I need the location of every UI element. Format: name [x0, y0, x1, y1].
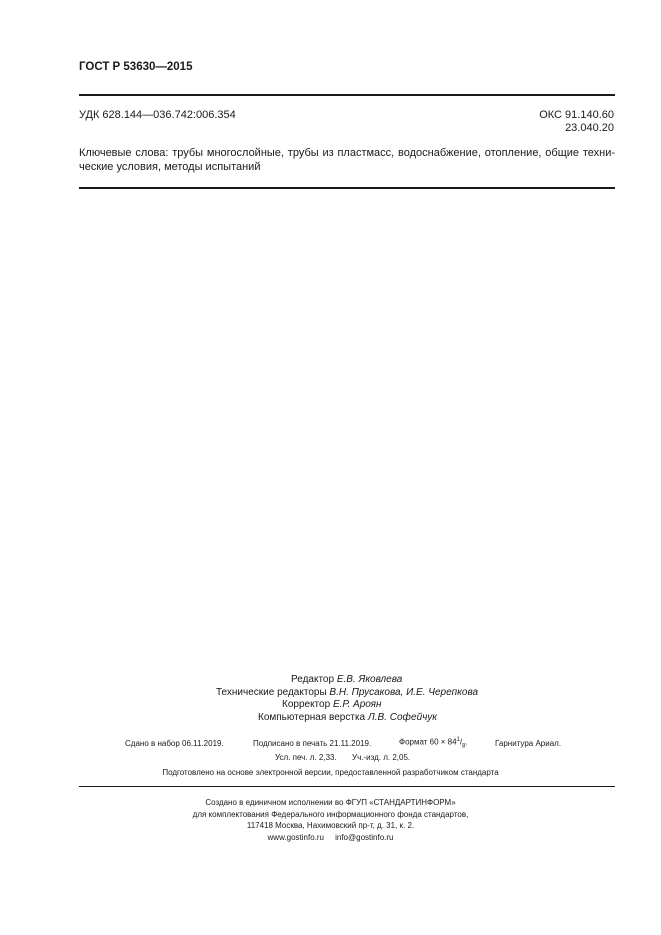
corrector-label: Корректор — [282, 699, 331, 710]
oks-line-2: 23.040.20 — [565, 122, 614, 134]
tech-editors-row — [216, 687, 478, 700]
email-link[interactable]: info@gostinfo.ru — [335, 832, 394, 842]
website-link[interactable]: www.gostinfo.ru — [267, 832, 324, 842]
prepared-note: Подготовлено на основе электронной версии, предоставленной разработчиком стандарта — [162, 768, 499, 777]
oks-code — [539, 109, 614, 135]
format-sup: 1 — [456, 737, 460, 743]
layout-label: Компьютерная верстка — [258, 711, 366, 723]
footer-line-1: Создано в единичном исполнении во ФГУП «СТАНДАРТИНФОРМ» — [205, 798, 456, 807]
standard-number: ГОСТ Р 53630—2015 — [79, 61, 193, 73]
oks-line-1: ОКС 91.140.60 — [539, 109, 614, 121]
editor-name: Е.В. Яковлева — [336, 674, 403, 685]
keywords-text — [79, 146, 615, 174]
footer-line-2: для комплектования Федерального информационного фонда стандартов, — [192, 809, 469, 819]
footer-divider — [79, 786, 615, 787]
corrector-row — [282, 699, 381, 712]
printed-sheets: Усл. печ. л. 2,33. — [275, 753, 337, 762]
editor-label: Редактор — [291, 674, 335, 685]
publisher-footer — [0, 797, 661, 843]
signed-date: Подписано в печать 21.11.2019. — [253, 739, 372, 748]
tech-editors-names: В.Н. Прусакова, И.Е. Черепкова — [329, 686, 479, 698]
format: Формат $60 \times 84^1/_8$. — [399, 737, 468, 750]
top-divider — [79, 94, 615, 96]
editor-row — [291, 674, 402, 687]
udk-code: УДК 628.144—036.742:006.354 — [79, 109, 236, 121]
layout-name: Л.В. Софейчук — [367, 711, 438, 723]
footer-line-3: 117418 Москва, Нахимовский пр-т, д. 31, к. 2. — [246, 821, 415, 830]
format-sub: 8 — [462, 743, 466, 750]
tech-editors-label: Технические редакторы — [216, 686, 327, 698]
footer-contacts — [0, 832, 661, 844]
publishing-sheets: Уч.-изд. л. 2,05. — [352, 753, 411, 762]
corrector-name: Е.Р. Ароян — [332, 699, 382, 710]
format-suffix: . — [465, 737, 468, 747]
submitted-date: Сдано в набор 06.11.2019. — [125, 739, 224, 748]
keywords-line: Ключевые слова: трубы многослойные, трубы из пластмасс, водоснабжение, отопление, общие техни- ческие условия, методы испытаний — [79, 147, 615, 173]
keywords-divider — [79, 187, 615, 189]
format-prefix: Формат 60 × 84 — [399, 737, 457, 747]
layout-row — [258, 712, 437, 725]
font-info: Гарнитура Ариал. — [495, 739, 562, 748]
